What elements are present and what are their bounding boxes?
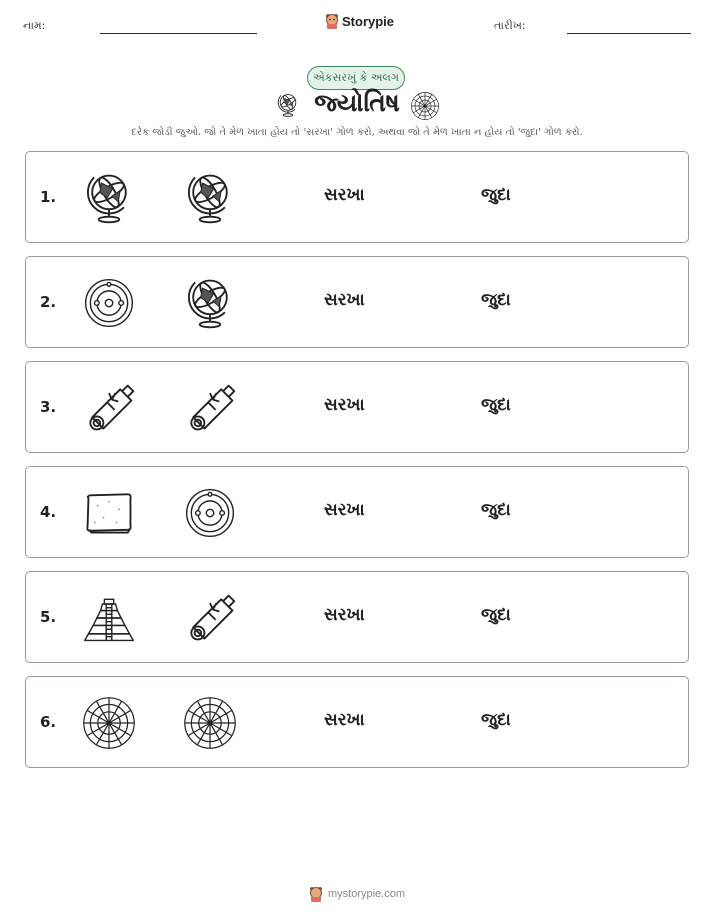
name-label: નામ: <box>23 19 46 32</box>
row-number: 2. <box>40 293 57 311</box>
same-option[interactable]: સરખા <box>324 185 365 205</box>
row-number: 3. <box>40 398 57 416</box>
row-number: 1. <box>40 188 57 206</box>
exercise-row <box>25 361 689 453</box>
logo-text: Storypie <box>342 13 395 29</box>
exercise-row <box>25 256 689 348</box>
exercise-row <box>25 676 689 768</box>
footer-url: mystorypie.com <box>327 888 406 900</box>
same-option[interactable]: સરખા <box>324 500 365 520</box>
same-option[interactable]: સરખા <box>324 710 365 730</box>
activity-badge: એકસરખું કે અલગ <box>307 66 405 90</box>
exercise-row <box>25 466 689 558</box>
name-field[interactable] <box>100 33 257 34</box>
date-label: તારીખ: <box>494 19 526 32</box>
zodiac-wheel-icon <box>81 695 137 751</box>
storypie-mascot-icon <box>309 886 323 902</box>
zodiac-wheel-icon <box>182 695 238 751</box>
different-option[interactable]: જુદા <box>481 605 511 625</box>
solar-system-icon <box>81 275 137 331</box>
footer <box>0 886 714 902</box>
armillary-sphere-icon <box>182 170 238 226</box>
scroll-icon <box>81 380 137 436</box>
row-number: 5. <box>40 608 57 626</box>
exercise-row <box>25 151 689 243</box>
zodiac-wheel-icon <box>410 91 440 121</box>
exercise-row <box>25 571 689 663</box>
stone-tablet-icon <box>81 485 137 541</box>
pyramid-icon <box>81 590 137 646</box>
different-option[interactable]: જુદા <box>481 710 511 730</box>
date-field[interactable] <box>567 33 691 34</box>
scroll-icon <box>182 590 238 646</box>
instructions: દરેક જોડી જુઓ. જો તે મેળ ખાતા હોય તો 'સરખા' ગોળ કરો, અથવા જો તે મેળ ખાતા ન હોય તો 'જુદા' ગોળ કરો. <box>131 127 583 138</box>
different-option[interactable]: જુદા <box>481 185 511 205</box>
armillary-sphere-icon <box>182 275 238 331</box>
scroll-icon <box>182 380 238 436</box>
different-option[interactable]: જુદા <box>481 500 511 520</box>
page-title: જ્યોતિષ <box>314 88 400 117</box>
storypie-logo <box>325 13 394 29</box>
storypie-mascot-icon <box>325 13 339 29</box>
solar-system-icon <box>182 485 238 541</box>
same-option[interactable]: સરખા <box>324 605 365 625</box>
different-option[interactable]: જુદા <box>481 290 511 310</box>
armillary-sphere-icon <box>81 170 137 226</box>
row-number: 4. <box>40 503 57 521</box>
same-option[interactable]: સરખા <box>324 290 365 310</box>
row-number: 6. <box>40 713 57 731</box>
same-option[interactable]: સરખા <box>324 395 365 415</box>
different-option[interactable]: જુદા <box>481 395 511 415</box>
